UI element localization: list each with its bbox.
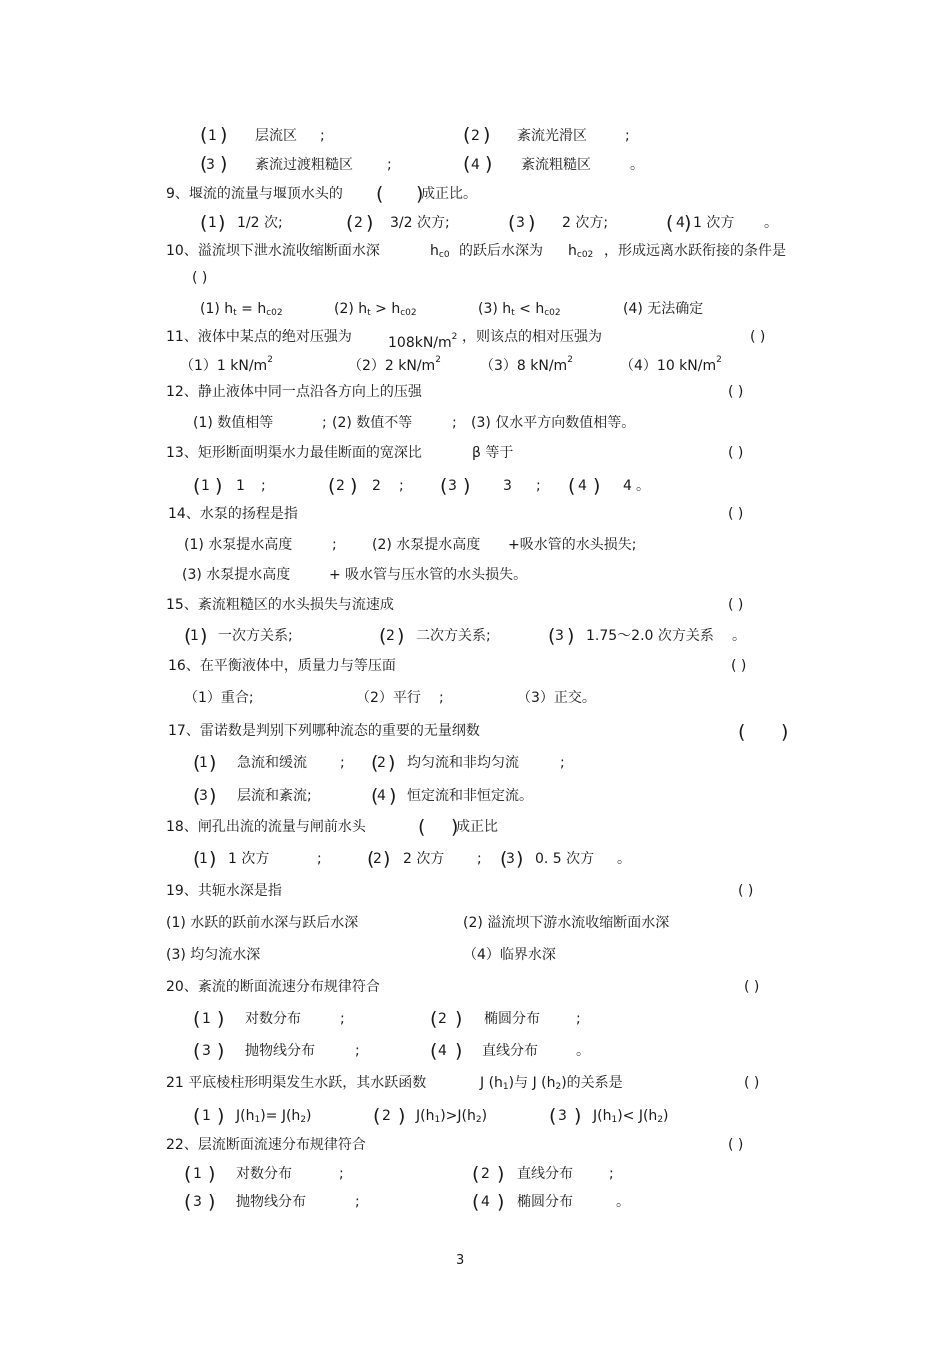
q12-stem: 12、静止液体中同一点沿各方向上的压强 ( ) — [166, 384, 744, 400]
q16-stem: 16、在平衡液体中，质量力与等压面 ( ) — [168, 658, 747, 674]
q17-stem: 17、雷诺数是判别下列哪种流态的重要的无量纲数 ( ) — [168, 721, 789, 743]
q16-options: （1）重合; （2）平行 ; （3）正交。 — [184, 690, 596, 706]
q20-stem: 20、紊流的断面流速分布规律符合 ( ) — [166, 979, 760, 995]
q19-stem: 19、共轭水深是指 ( ) — [166, 883, 754, 899]
page-number: 3 — [456, 1253, 465, 1268]
q12-options: (1) 数值相等 ; (2) 数值不等 ; (3) 仅水平方向数值相等。 — [193, 415, 636, 431]
q9-stem: 9、堰流的流量与堰顶水头的 ( ) 成正比。 — [166, 183, 477, 205]
q21-stem: 21 平底棱柱形明渠发生水跃，其水跃函数 J $(h_1)$与 J $(h_2)$的关系是 ( ) — [166, 1075, 760, 1092]
q14-stem: 14、水泵的扬程是指 ( ) — [168, 506, 744, 522]
q11-options: （1）1 $kN/m^2$ （2）2 $kN/m^2$ （3）8 $kN/m^2$ （4）10 $kN/m^2$ — [180, 355, 722, 374]
q19-option-3-4: (3) 均匀流水深 （4）临界水深 — [166, 947, 556, 963]
q11-stem: 11、液体中某点的绝对压强为 $108kN/m^2$ ，则该点的相对压强为 ( ) — [166, 329, 766, 351]
q19-option-1-2: (1) 水跃的跃前水深与跃后水深 (2) 溢流坝下游水流收缩断面水深 — [166, 915, 670, 931]
q14-option-1-2: (1) 水泵提水高度 ; (2) 水泵提水高度 +吸水管的水头损失; — [184, 537, 637, 553]
q10-stem: 10、溢流坝下泄水流收缩断面水深 $h_{c0}$ 的跃后水深为 $h_{c02}$ ，形成远离水跃衔接的条件是 — [166, 243, 786, 260]
q22-stem: 22、层流断面流速分布规律符合 ( ) — [166, 1137, 744, 1153]
q10-blank: ( ) — [192, 270, 208, 286]
q13-stem: 13、矩形断面明渠水力最佳断面的宽深比 β 等于 ( ) — [166, 445, 744, 461]
q15-stem: 15、紊流粗糙区的水头损失与流速成 ( ) — [166, 597, 744, 613]
q18-stem: 18、闸孔出流的流量与闸前水头 ( ) 成正比 — [166, 816, 498, 838]
q14-option-3: (3) 水泵提水高度 + 吸水管与压水管的水头损失。 — [182, 567, 528, 583]
q10-options: (1) $h_t = h_{c02}$ (2) $h_t > h_{c02}$ (3) $h_t < h_{c02}$ (4) 无法确定 — [200, 301, 704, 318]
